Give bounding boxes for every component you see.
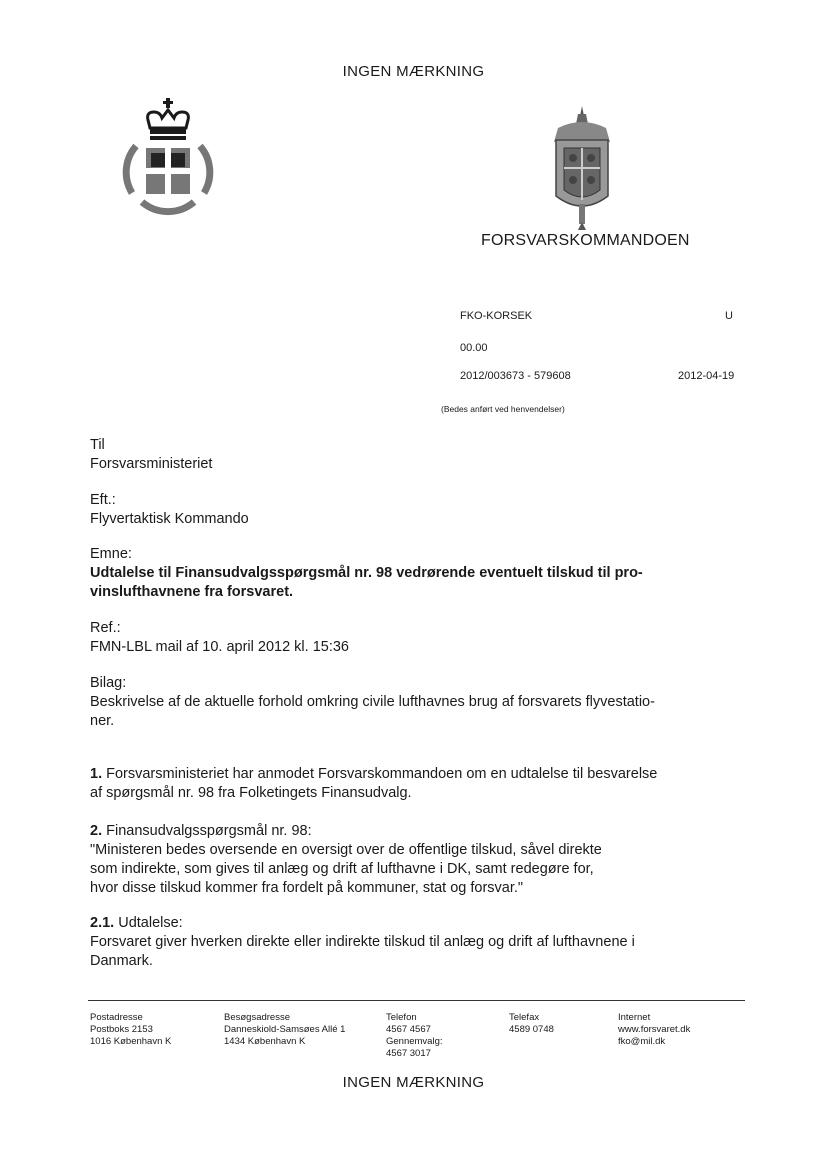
ref-label: Ref.:: [90, 620, 121, 636]
section-2-quote-line-3: hvor disse tilskud kommer fra fordelt på kommuner, stat og forsvar.": [90, 880, 524, 896]
footer-phone-line-3: 4567 3017: [386, 1048, 431, 1059]
footer-phone-label: Telefon: [386, 1012, 417, 1023]
attachment-block: [90, 674, 740, 731]
footer-postal-label: Postadresse: [90, 1012, 143, 1023]
footer-postal-line-1: Postboks 2153: [90, 1024, 153, 1035]
recipient-label: Til: [90, 437, 105, 453]
recipient-block: [90, 436, 740, 474]
footer-internet-label: Internet: [618, 1012, 651, 1023]
reference-note: (Bedes anført ved henvendelser): [441, 404, 565, 414]
footer-visit: [224, 1012, 345, 1048]
section-2-1-line-1: Forsvaret giver hverken direkte eller indirekte tilskud til anlæg og drift af lufthavnene i: [90, 934, 635, 950]
section-1-line-2: af spørgsmål nr. 98 fra Folketingets Finansudvalg.: [90, 785, 412, 801]
footer-phone: [386, 1012, 443, 1060]
subject-label: Emne:: [90, 546, 132, 562]
section-1-line-1: Forsvarsministeriet har anmodet Forsvarskommandoen om en udtalelse til besvarelse: [102, 766, 658, 782]
section-2: [90, 822, 740, 898]
section-2-1-title: Udtalelse:: [114, 915, 183, 931]
via-value: Flyvertaktisk Kommando: [90, 511, 249, 527]
organization-name: FORSVARSKOMMANDOEN: [481, 232, 690, 249]
footer-website-link[interactable]: www.forsvaret.dk: [618, 1024, 691, 1035]
footer-fax-line-1: 4589 0748: [509, 1024, 554, 1035]
subject-line-1: Udtalelse til Finansudvalgsspørgsmål nr. 98 vedrørende eventuelt tilskud til pro-: [90, 565, 643, 581]
reference-office: FKO-KORSEK: [460, 310, 533, 322]
footer-email-link[interactable]: fko@mil.dk: [618, 1036, 666, 1047]
marking-bottom: INGEN MÆRKNING: [342, 1074, 485, 1091]
footer-visit-label: Besøgsadresse: [224, 1012, 291, 1023]
section-2-quote-line-2: som indirekte, som gives til anlæg og drift af lufthavne i DK, samt redegøre for,: [90, 861, 594, 877]
section-2-1-number: 2.1.: [90, 915, 115, 931]
via-label: Eft.:: [90, 492, 116, 508]
section-2-1-line-2: Danmark.: [90, 953, 153, 969]
marking-top: INGEN MÆRKNING: [342, 63, 485, 80]
footer-internet: [618, 1012, 690, 1048]
subject-line-2: vinslufthavnene fra forsvaret.: [90, 584, 294, 600]
footer-visit-line-1: Danneskiold-Samsøes Allé 1: [224, 1024, 346, 1035]
reference-code: 00.00: [460, 342, 488, 354]
footer-fax: [509, 1012, 554, 1036]
footer-phone-line-2: Gennemvalg:: [386, 1036, 443, 1047]
attachment-line-1: Beskrivelse af de aktuelle forhold omkring civile lufthavnes brug af forsvarets flyvestatio-: [90, 694, 655, 710]
reference-classification: U: [725, 310, 733, 322]
reference-journal-number: 2012/003673 - 579608: [460, 370, 571, 382]
via-block: [90, 491, 740, 529]
section-1-number: 1.: [90, 766, 103, 782]
subject-block: [90, 545, 740, 602]
section-2-title: Finansudvalgsspørgsmål nr. 98:: [102, 823, 312, 839]
ministry-crown-logo-icon: [118, 98, 218, 218]
coat-of-arms-icon: [548, 106, 616, 230]
footer-phone-line-1: 4567 4567: [386, 1024, 431, 1035]
footer-fax-label: Telefax: [509, 1012, 540, 1023]
section-1: [90, 765, 740, 803]
footer-divider: [88, 1000, 745, 1001]
section-2-quote-line-1: "Ministeren bedes oversende en oversigt over de offentlige tilskud, såvel direkte: [90, 842, 602, 858]
section-2-number: 2.: [90, 823, 103, 839]
reference-date: 2012-04-19: [678, 370, 735, 382]
attachment-label: Bilag:: [90, 675, 127, 691]
section-2-1: [90, 914, 740, 971]
footer-visit-line-2: 1434 København K: [224, 1036, 306, 1047]
footer-postal-line-2: 1016 København K: [90, 1036, 172, 1047]
footer-postal: [90, 1012, 171, 1048]
ref-value: FMN-LBL mail af 10. april 2012 kl. 15:36: [90, 639, 349, 655]
recipient-value: Forsvarsministeriet: [90, 456, 213, 472]
attachment-line-2: ner.: [90, 713, 115, 729]
ref-block: [90, 619, 740, 657]
